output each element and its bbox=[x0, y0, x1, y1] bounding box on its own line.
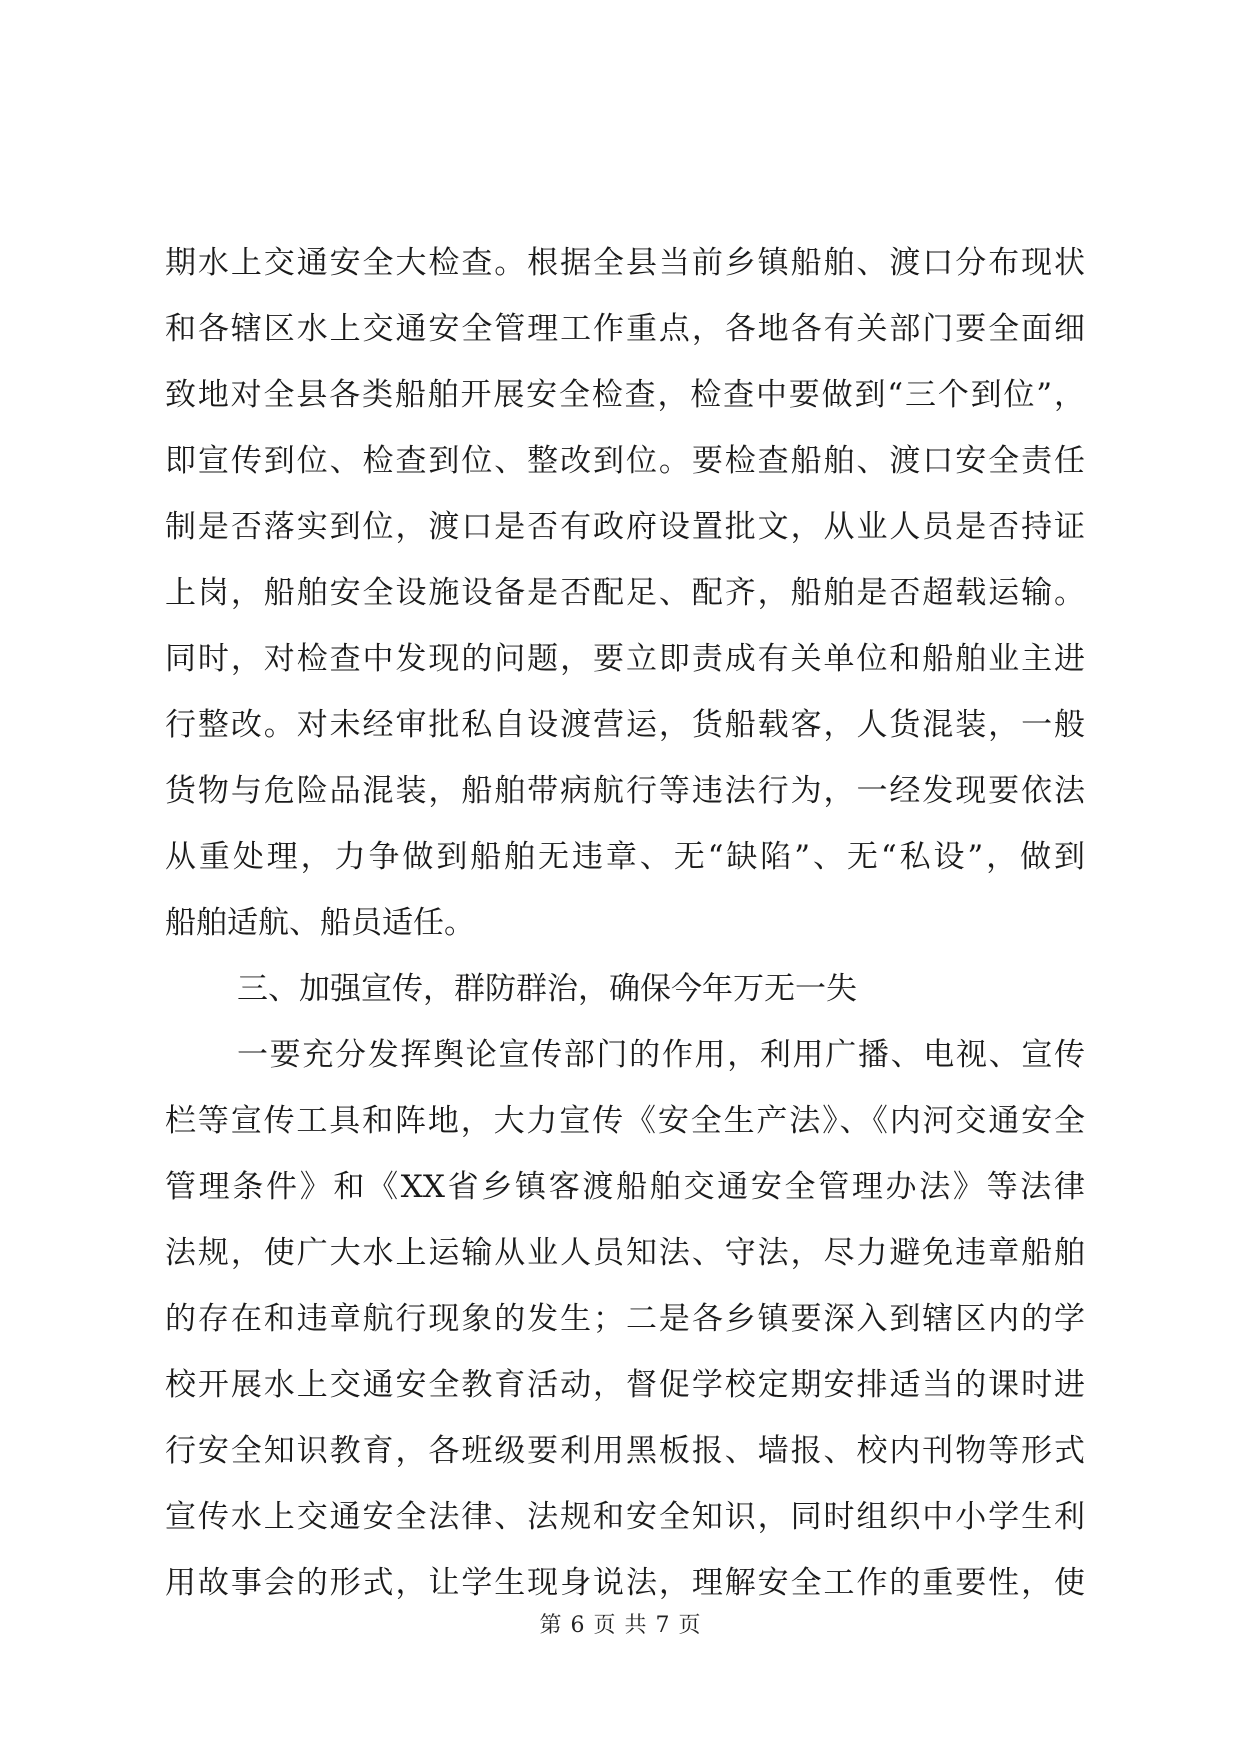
page-number-footer: 第 6 页 共 7 页 bbox=[539, 1613, 702, 1638]
paragraph-line: 栏等宣传工具和阵地，大力宣传《安全生产法》、《内河交通安全 bbox=[165, 1103, 1085, 1139]
paragraph-line: 同时，对检查中发现的问题，要立即责成有关单位和船舶业主进 bbox=[165, 641, 1085, 677]
paragraph-line: 期水上交通安全大检查。根据全县当前乡镇船舶、渡口分布现状 bbox=[165, 245, 1085, 281]
paragraph-line: 校开展水上交通安全教育活动，督促学校定期安排适当的课时进 bbox=[165, 1367, 1085, 1403]
paragraph-line: 的存在和违章航行现象的发生；二是各乡镇要深入到辖区内的学 bbox=[165, 1301, 1085, 1337]
paragraph-line: 宣传水上交通安全法律、法规和安全知识，同时组织中小学生利 bbox=[165, 1499, 1085, 1535]
paragraph-line: 法规，使广大水上运输从业人员知法、守法，尽力避免违章船舶 bbox=[165, 1235, 1085, 1271]
document-body bbox=[165, 230, 1085, 1616]
section-heading: 三、加强宣传，群防群治，确保今年万无一失 bbox=[237, 971, 857, 1007]
paragraph-line: 致地对全县各类船舶开展安全检查，检查中要做到“三个到位”， bbox=[165, 377, 1085, 413]
paragraph-line: 一要充分发挥舆论宣传部门的作用，利用广播、电视、宣传 bbox=[237, 1037, 1085, 1073]
paragraph-line: 用故事会的形式，让学生现身说法，理解安全工作的重要性，使 bbox=[165, 1565, 1085, 1601]
paragraph-line: 货物与危险品混装，船舶带病航行等违法行为，一经发现要依法 bbox=[165, 773, 1085, 809]
paragraph-line: 行安全知识教育，各班级要利用黑板报、墙报、校内刊物等形式 bbox=[165, 1433, 1085, 1469]
paragraph-line: 即宣传到位、检查到位、整改到位。要检查船舶、渡口安全责任 bbox=[165, 443, 1085, 479]
paragraph-line: 和各辖区水上交通安全管理工作重点，各地各有关部门要全面细 bbox=[165, 311, 1085, 347]
paragraph-line: 制是否落实到位，渡口是否有政府设置批文，从业人员是否持证 bbox=[165, 509, 1085, 545]
paragraph-line: 管理条件》和《XX省乡镇客渡船舶交通安全管理办法》等法律 bbox=[165, 1169, 1085, 1205]
paragraph-line: 船舶适航、船员适任。 bbox=[165, 905, 475, 941]
paragraph-line: 上岗，船舶安全设施设备是否配足、配齐，船舶是否超载运输。 bbox=[165, 575, 1085, 611]
paragraph-line: 行整改。对未经审批私自设渡营运，货船载客，人货混装，一般 bbox=[165, 707, 1085, 743]
paragraph-line: 从重处理，力争做到船舶无违章、无“缺陷”、无“私设”，做到 bbox=[165, 839, 1085, 875]
